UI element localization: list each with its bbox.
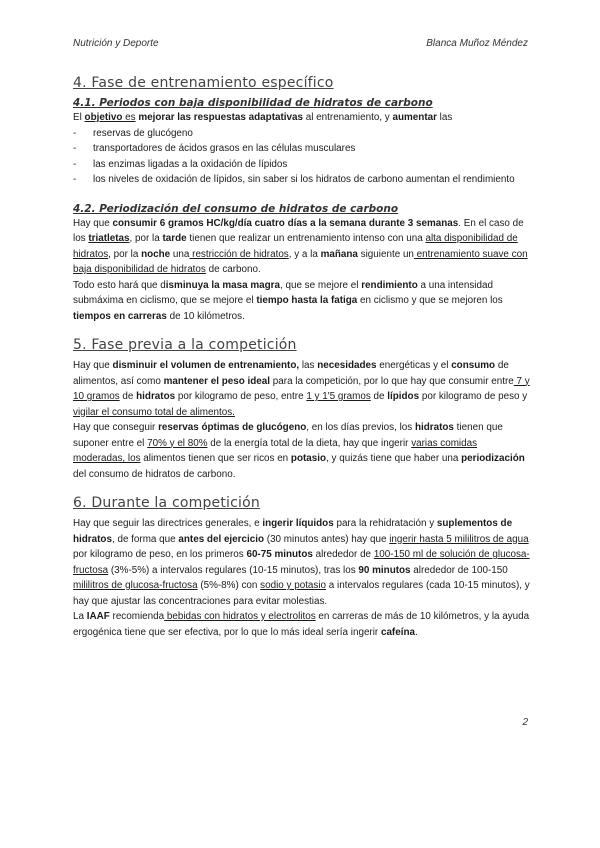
header-course-title: Nutrición y Deporte	[73, 38, 159, 49]
text-run: tiempo hasta la fatiga	[256, 295, 358, 306]
text-run: entrenamiento suave con baja disponibilidad de hidratos	[73, 248, 528, 275]
text-run: 100-150 ml de solución de glucosa-fructosa	[73, 549, 530, 576]
text-run: 7 y 10 gramos	[73, 375, 530, 402]
subsection-4-1-intro	[73, 110, 530, 126]
text-run: , por la	[108, 248, 142, 260]
text-run: ingerir hasta 5 mililitros de agua	[389, 533, 529, 545]
text-run: las	[436, 112, 453, 123]
text-run: rendimiento	[361, 279, 418, 291]
text-run: en carreras de más de 10 kilómetros, y la ayuda ergogénica tiene que ser efectiva, por lo que lo más ideal sería ingerir	[73, 611, 530, 638]
text-run: tiempos en carreras	[73, 310, 167, 322]
text-run: para la rehidratación y	[333, 518, 437, 529]
text-run: al entrenamiento, y	[303, 112, 393, 123]
text-run: isminuya la masa magra	[165, 279, 280, 291]
text-run: El	[73, 112, 85, 123]
list-item: - los niveles de oxidación de lípidos, sin saber si los hidratos de carbono aumentan el rendimiento	[73, 172, 530, 188]
header-author: Blanca Muñoz Méndez	[426, 38, 528, 49]
text-run: consumo	[451, 360, 496, 371]
text-run: 70% y el 80%	[147, 437, 208, 449]
text-run: Hay que seguir las directrices generales, e	[73, 518, 263, 529]
text-run: mililitros de glucosa-fructosa	[73, 580, 198, 591]
text-run: energéticas y el	[376, 360, 452, 371]
text-run: recomienda	[109, 611, 165, 622]
text-run: tarde	[162, 233, 187, 244]
text-run: de carbono.	[205, 264, 261, 275]
text-run: necesidades	[317, 360, 377, 371]
subsection-4-2-paragraph	[73, 216, 530, 325]
text-run: de alimentos, así como	[73, 360, 509, 387]
text-run: , que se mejore el	[279, 279, 362, 291]
page-number: 2	[522, 717, 528, 728]
text-run: aumentar	[392, 112, 437, 123]
text-run: Hay que conseguir	[73, 422, 159, 433]
text-run: , en los días previos, los	[306, 422, 415, 433]
text-run: suplementos de hidratos	[73, 518, 513, 545]
text-run: alta disponibilidad de hidratos	[73, 233, 518, 260]
text-run: bebidas con hidratos y electrolitos	[164, 611, 316, 622]
text-run: Todo esto hará que d	[73, 279, 166, 291]
text-run: alrededor de 100-150	[410, 564, 508, 576]
text-run: las	[299, 360, 318, 371]
section-4-heading: 4. Fase de entrenamiento específico	[73, 75, 334, 91]
text-run: por kilogramo de peso, entre	[175, 391, 307, 402]
text-run: vigilar el consumo total de alimentos.	[73, 406, 235, 418]
text-run: tienen que realizar un entrenamiento intenso con una	[186, 233, 426, 244]
subsection-4-1-heading: 4.1. Periodos con baja disponibilidad de hidratos de carbono	[73, 97, 433, 109]
list-item: - las enzimas ligadas a la oxidación de lípidos	[73, 157, 530, 173]
text-run: tienen que suponer entre el	[73, 422, 503, 449]
text-run: . En el caso de los	[73, 217, 524, 244]
text-run: de 10 kilómetros.	[166, 310, 245, 322]
text-run: potasio	[290, 453, 327, 464]
text-run: mantener el peso ideal	[163, 375, 271, 387]
text-run: , de forma que	[111, 533, 179, 545]
text-run: en ciclismo y que se mejoren los	[357, 295, 503, 306]
text-run: una	[170, 248, 190, 260]
text-run: a intervalos regulares (cada 10-15 minutos), y hay que ajustar las concentraciones para evitar molestias.	[73, 580, 530, 607]
text-run: mejorar las respuestas adaptativas	[138, 112, 303, 123]
text-run: (30 minutos antes) hay que	[264, 533, 390, 545]
text-run: del consumo de hidratos de carbono.	[73, 468, 236, 480]
text-run: cafeína	[380, 626, 415, 638]
text-run: (3%-5%) a intervalos regulares (10-15 minutos), tras los	[108, 564, 359, 576]
text-run: de	[370, 391, 388, 402]
text-run: sodio y potasio	[260, 580, 327, 591]
text-run: triatletas	[88, 233, 130, 244]
section-5-heading: 5. Fase previa a la competición	[73, 337, 297, 353]
text-run: de	[119, 391, 137, 402]
text-run: noche	[141, 248, 171, 260]
subsection-4-2-heading: 4.2. Periodización del consumo de hidratos de carbono	[73, 202, 399, 215]
text-run: , por la	[129, 233, 163, 244]
text-run: Hay que	[73, 217, 113, 229]
text-run: hidratos	[414, 422, 454, 433]
text-run: Hay que	[73, 360, 113, 371]
text-run: consumir 6 gramos HC/kg/día cuatro días a la semana durante 3 semanas	[112, 217, 459, 229]
text-run: .	[415, 626, 418, 638]
text-run: por kilogramo de peso y	[419, 391, 528, 402]
text-run: alrededor de	[312, 549, 374, 560]
text-run: 60-75 minutos	[246, 549, 313, 560]
text-run: lípidos	[387, 391, 420, 402]
document-body	[73, 74, 530, 640]
text-run: (5%-8%) con	[197, 580, 261, 591]
section-6-heading: 6. Durante la competición	[73, 495, 260, 511]
text-run: a una intensidad submáxima en ciclismo, que se mejore el	[73, 279, 493, 306]
text-run: alimentos tienen que ser ricos en	[140, 453, 291, 464]
text-run: es	[122, 112, 136, 123]
text-run: disminuir el volumen de entrenamiento,	[112, 360, 300, 371]
text-run: reservas óptimas de glucógeno	[158, 422, 307, 433]
section-6-paragraph	[73, 516, 530, 640]
text-run: 1 y 1'5 gramos	[306, 391, 371, 402]
text-run: siguiente un	[357, 248, 414, 260]
section-5-paragraph	[73, 358, 530, 482]
text-run: hidratos	[136, 391, 176, 402]
text-run: de la energía total de la dieta, hay que ingerir	[207, 437, 412, 449]
text-run: periodización	[461, 453, 525, 464]
text-run: varias comidas moderadas, los	[73, 437, 478, 464]
text-run: antes del ejercicio	[178, 533, 265, 545]
text-run: 90 minutos	[358, 564, 411, 576]
list-item: - reservas de glucógeno	[73, 126, 530, 142]
text-run: objetivo	[84, 112, 123, 123]
text-run: , y a la	[288, 248, 321, 260]
text-run: ingerir líquidos	[262, 518, 334, 529]
text-run: La	[73, 611, 87, 622]
text-run: mañana	[320, 248, 358, 260]
text-run: restricción de hidratos	[189, 248, 289, 260]
text-run: para la competición, por lo que hay que consumir entre	[270, 375, 514, 387]
subsection-4-1-list	[73, 126, 530, 188]
text-run: IAAF	[86, 611, 110, 622]
list-item: - transportadores de ácidos grasos en las células musculares	[73, 141, 530, 157]
text-run: por kilogramo de peso, en los primeros	[73, 549, 247, 560]
text-run: , y quizás tiene que haber una	[326, 453, 462, 464]
